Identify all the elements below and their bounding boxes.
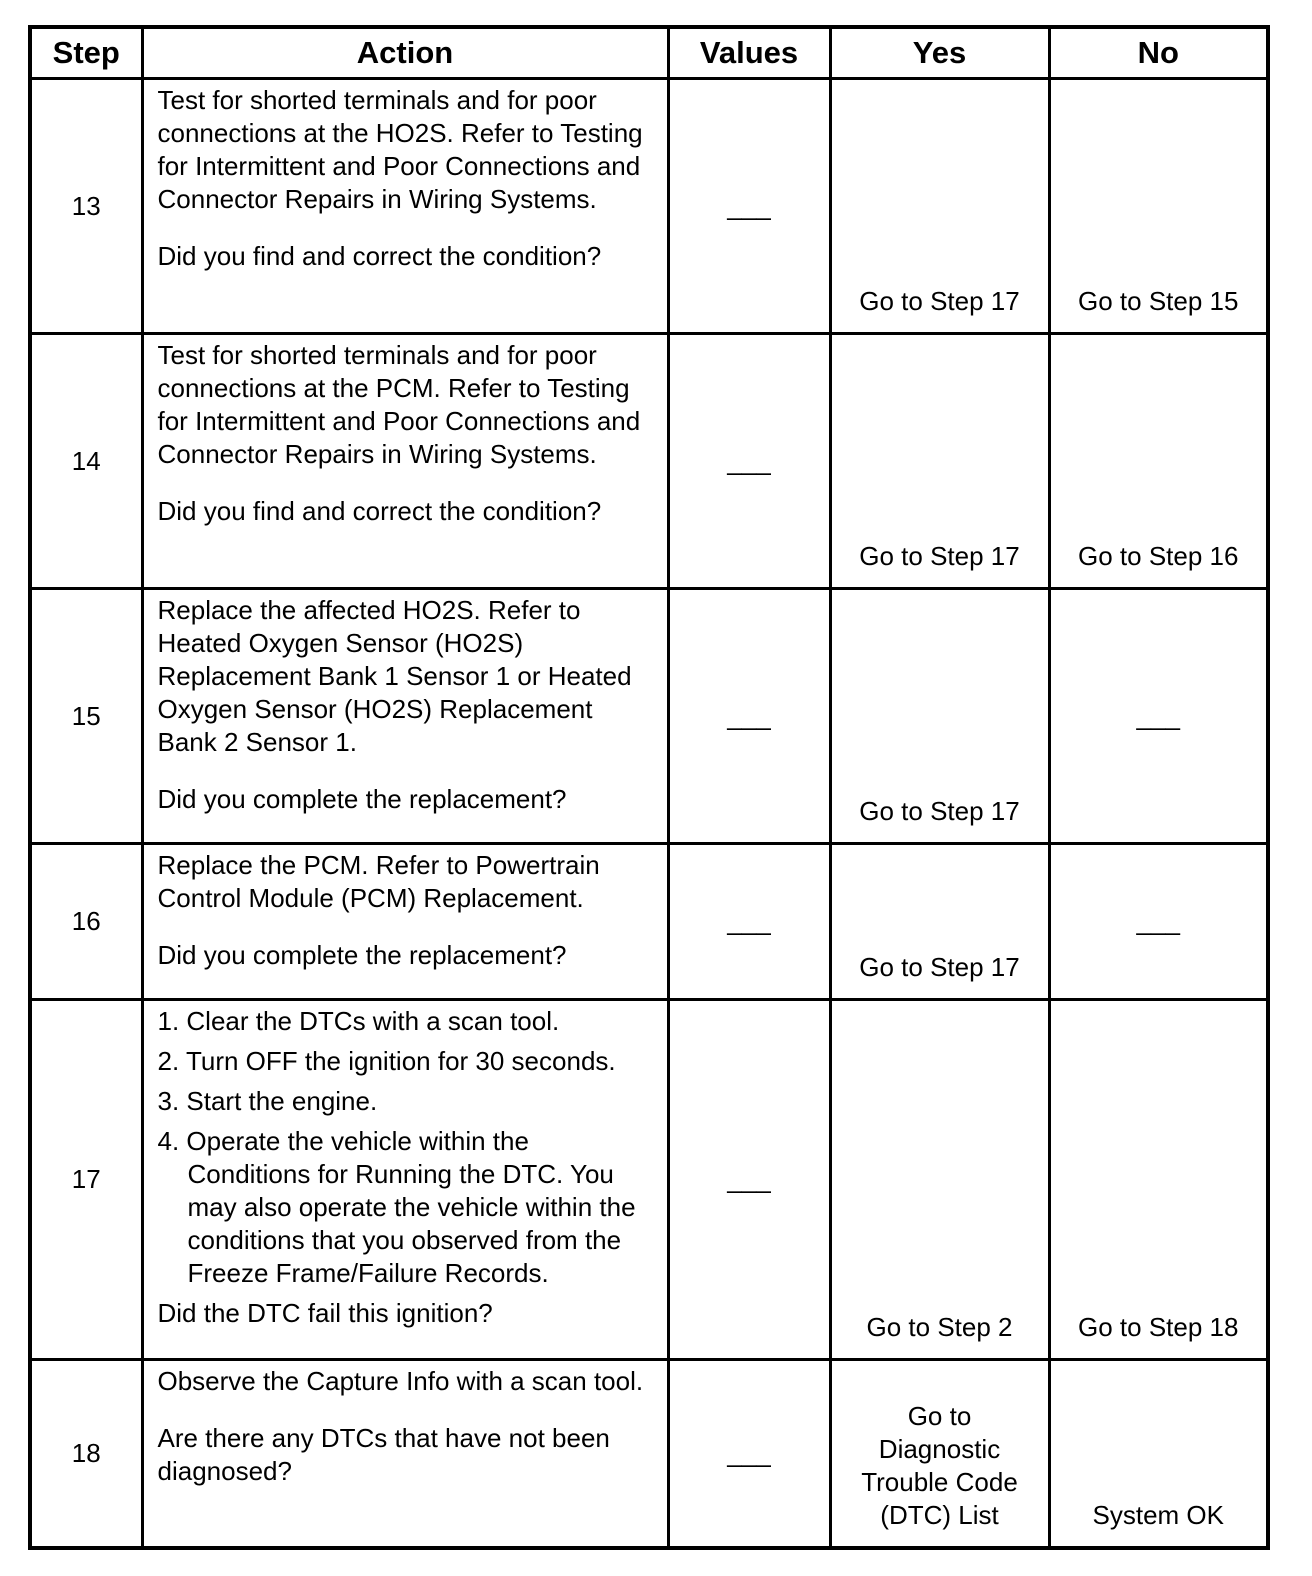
action-text: Replace the PCM. Refer to Powertrain Control Module (PCM) Replacement. [157, 850, 600, 913]
table-row [30, 844, 1268, 1000]
values-dash: ___ [727, 906, 771, 936]
table-row [30, 1360, 1268, 1548]
action-cell [142, 1000, 668, 1360]
list-item: 2. Turn OFF the ignition for 30 seconds. [157, 1046, 616, 1076]
action-question: Are there any DTCs that have not been diagnosed? [157, 1423, 610, 1486]
yes-cell: Go to Step 17 [830, 844, 1049, 1000]
action-text: Test for shorted terminals and for poor connections at the HO2S. Refer to Testing for Intermittent and Poor Connections and Connector Repairs in Wiring Systems. [157, 85, 643, 214]
step-number: 17 [30, 1000, 142, 1360]
values-cell [668, 79, 830, 334]
values-cell [668, 844, 830, 1000]
table-row [30, 79, 1268, 334]
yes-cell: Go to Step 17 [830, 589, 1049, 844]
values-dash: ___ [727, 1437, 771, 1468]
header-step: Step [30, 27, 142, 79]
values-cell [668, 334, 830, 589]
action-steps-list [158, 1005, 657, 1290]
no-cell: Go to Step 18 [1049, 1000, 1268, 1360]
header-action: Action [142, 27, 668, 79]
yes-cell: Go to Diagnostic Trouble Code (DTC) List [830, 1360, 1049, 1548]
no-cell: ___ [1049, 844, 1268, 1000]
list-item: 3. Start the engine. [157, 1086, 378, 1116]
action-text: Observe the Capture Info with a scan tool. [157, 1366, 644, 1396]
yes-cell: Go to Step 2 [830, 1000, 1049, 1360]
no-cell: ___ [1049, 589, 1268, 844]
list-item: 1. Clear the DTCs with a scan tool. [157, 1006, 560, 1036]
action-cell [142, 844, 668, 1000]
table-row [30, 589, 1268, 844]
diagnostic-steps-table [28, 25, 1270, 1550]
action-cell [142, 1360, 668, 1548]
step-number: 13 [30, 79, 142, 334]
step-number: 15 [30, 589, 142, 844]
values-dash: ___ [727, 700, 771, 731]
action-question: Did the DTC fail this ignition? [157, 1298, 493, 1328]
action-text: Test for shorted terminals and for poor connections at the PCM. Refer to Testing for Intermittent and Poor Connections and Connector Repairs in Wiring Systems. [157, 340, 641, 469]
yes-cell: Go to Step 17 [830, 79, 1049, 334]
no-cell: System OK [1049, 1360, 1268, 1548]
values-cell [668, 589, 830, 844]
values-dash: ___ [727, 1164, 771, 1194]
values-dash: ___ [727, 190, 771, 221]
list-item: 4. Operate the vehicle within the Conditions for Running the DTC. You may also operate the vehicle within the conditions that you observed from the Freeze Frame/Failure Records. [157, 1126, 636, 1288]
action-question: Did you complete the replacement? [157, 784, 567, 814]
action-cell [142, 589, 668, 844]
step-number: 18 [30, 1360, 142, 1548]
values-cell [668, 1360, 830, 1548]
action-question: Did you find and correct the condition? [157, 241, 602, 271]
values-cell [668, 1000, 830, 1360]
values-dash: ___ [727, 445, 771, 476]
table-row [30, 334, 1268, 589]
action-question: Did you complete the replacement? [157, 940, 567, 970]
yes-cell: Go to Step 17 [830, 334, 1049, 589]
header-no: No [1049, 27, 1268, 79]
action-cell [142, 79, 668, 334]
no-cell: Go to Step 16 [1049, 334, 1268, 589]
action-question: Did you find and correct the condition? [157, 496, 602, 526]
header-yes: Yes [830, 27, 1049, 79]
action-text: Replace the affected HO2S. Refer to Heated Oxygen Sensor (HO2S) Replacement Bank 1 Sensor 1 or Heated Oxygen Sensor (HO2S) Replacement Bank 2 Sensor 1. [157, 595, 632, 757]
step-number: 14 [30, 334, 142, 589]
header-row [30, 27, 1268, 79]
action-cell [142, 334, 668, 589]
table-row [30, 1000, 1268, 1360]
header-values: Values [668, 27, 830, 79]
step-number: 16 [30, 844, 142, 1000]
no-cell: Go to Step 15 [1049, 79, 1268, 334]
